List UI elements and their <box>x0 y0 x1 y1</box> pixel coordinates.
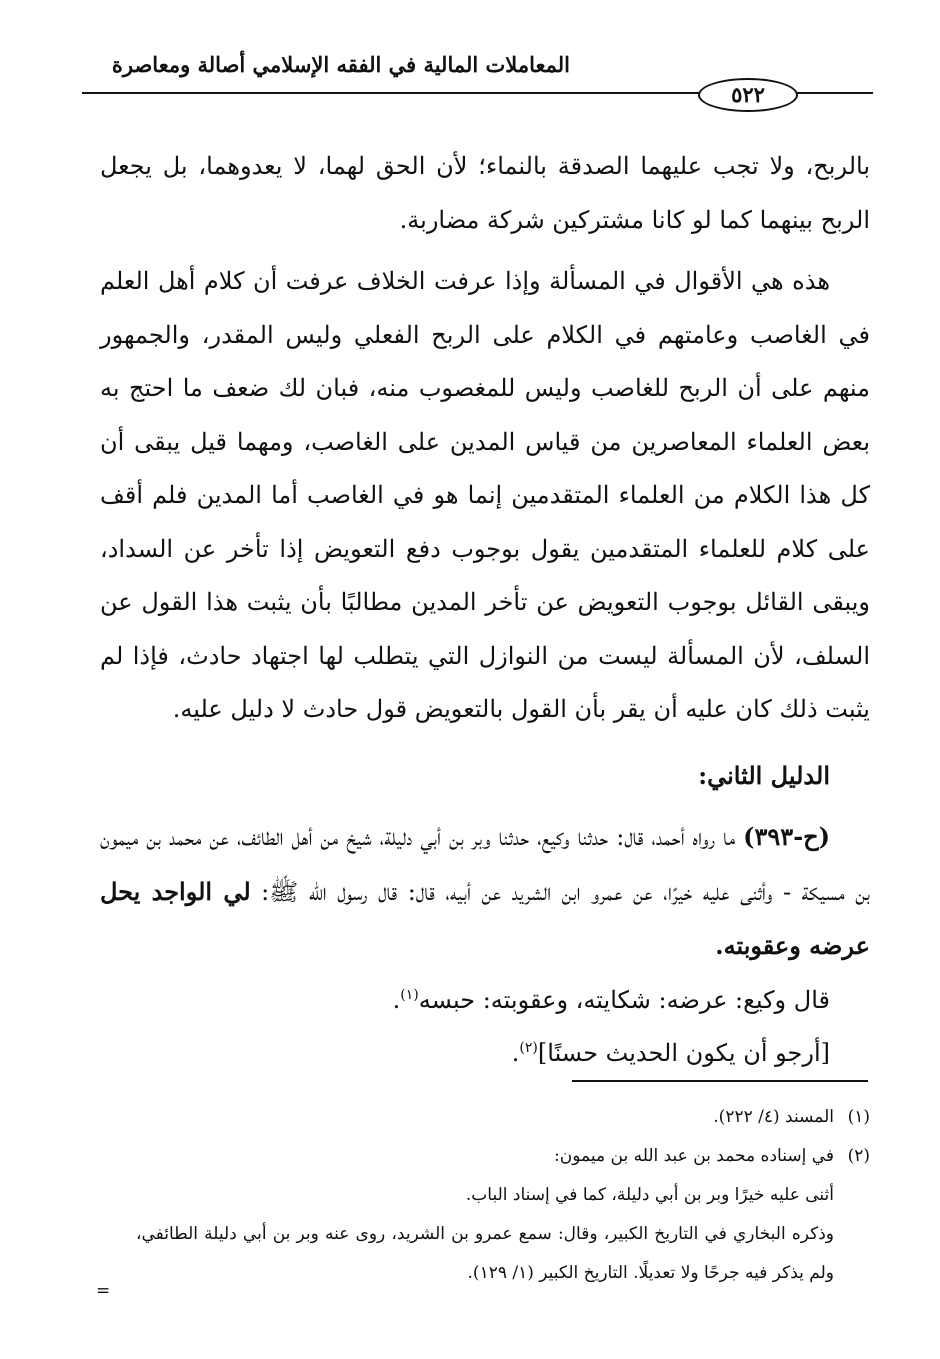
continued-mark: = <box>96 1281 111 1301</box>
paragraph-grading <box>100 1027 870 1081</box>
paragraph-continued: بالربح، ولا تجب عليهما الصدقة بالنماء؛ لأن الحق لهما، لا يعدوهما، بل يجعل الربح بينهما كما لو كانا مشتركين شركة مضاربة. <box>100 152 870 234</box>
footnote-1 <box>96 1098 870 1137</box>
grading-end: . <box>511 1039 520 1067</box>
footnote-2 <box>96 1137 870 1176</box>
grading-text: [أرجو أن يكون الحديث حسنًا] <box>537 1039 830 1067</box>
paragraph-hadith <box>100 810 870 974</box>
page-number: ٥٢٢ <box>698 78 798 112</box>
explanation-end: . <box>392 985 401 1014</box>
footnote-marker-1[interactable]: (١) <box>400 986 419 1003</box>
paragraph-explanation <box>100 974 870 1028</box>
footnotes <box>96 1098 870 1293</box>
running-title: المعاملات المالية في الفقه الإسلامي أصالة ومعاصرة <box>111 52 570 77</box>
hadith-reference-number: (ح-٣٩٣) <box>743 822 830 851</box>
footnote-2-line-3: وذكره البخاري في التاريخ الكبير، وقال: سمع عمرو بن الشريد، روى عنه وبر بن أبي دليلة الطائفي، ولم يذكر فيه جرحًا ولا تعديلًا. التاريخ الكبير (١/ ١٢٩). <box>136 1224 834 1283</box>
footnote-separator <box>572 1080 868 1082</box>
main-text <box>100 140 870 1081</box>
section-heading: الدليل الثاني: <box>698 760 830 790</box>
hadith-chain: ما رواه أحمد، قال: حدثنا وكيع، حدثنا وبر بن أبي دليلة، شيخ من أهل الطائف، عن محمد بن ميمون بن مسيكة - وأثنى عليه خيرًا، عن عمرو ابن الشريد عن أبيه، قال: قال رسول الله ﷺ: <box>100 823 870 906</box>
paragraph-discussion: هذه هي الأقوال في المسألة وإذا عرفت الخلاف عرفت أن كلام أهل العلم في الغاصب وعامتهم في الكلام على الربح الفعلي وليس المقدر، والجمهور منهم على أن الربح للغاصب وليس للمغصوب منه، فبان لك ضعف ما احتج به بعض العلماء المعاصرين من قياس المدين على الغاصب، ومهما قيل يبقى أن كل هذا الكلام من العلماء المتقدمين إنما هو في الغاصب أما المدين فلم أقف على كلام للعلماء المتقدمين يقول بوجوب دفع التعويض إذا تأخر عن السداد، ويبقى القائل بوجوب التعويض عن تأخر المدين مطالبًا بأن يثبت هذا القول عن السلف، لأن المسألة ليست من النوازل التي يتطلب لها اجتهاد حادث، فإذا لم يثبت ذلك كان عليه أن يقر بأن القول بالتعويض قول حادث لا دليل عليه. <box>100 267 871 723</box>
hadith-text: لي الواجد يحل عرضه وعقوبته. <box>100 876 870 960</box>
footnote-marker-2[interactable]: (٢) <box>519 1040 538 1056</box>
footnote-2-number: (٢) <box>847 1146 870 1166</box>
footnote-2-line-2: أثنى عليه خيرًا وبر بن أبي دليلة، كما في إسناد الباب. <box>465 1185 834 1205</box>
footnote-1-number: (١) <box>847 1107 870 1127</box>
footnote-1-text: المسند (٤/ ٢٢٢). <box>713 1107 834 1127</box>
footnote-2-text: في إسناده محمد بن عبد الله بن ميمون: <box>554 1146 834 1166</box>
explanation-text: قال وكيع: عرضه: شكايته، وعقوبته: حبسه <box>418 985 830 1014</box>
